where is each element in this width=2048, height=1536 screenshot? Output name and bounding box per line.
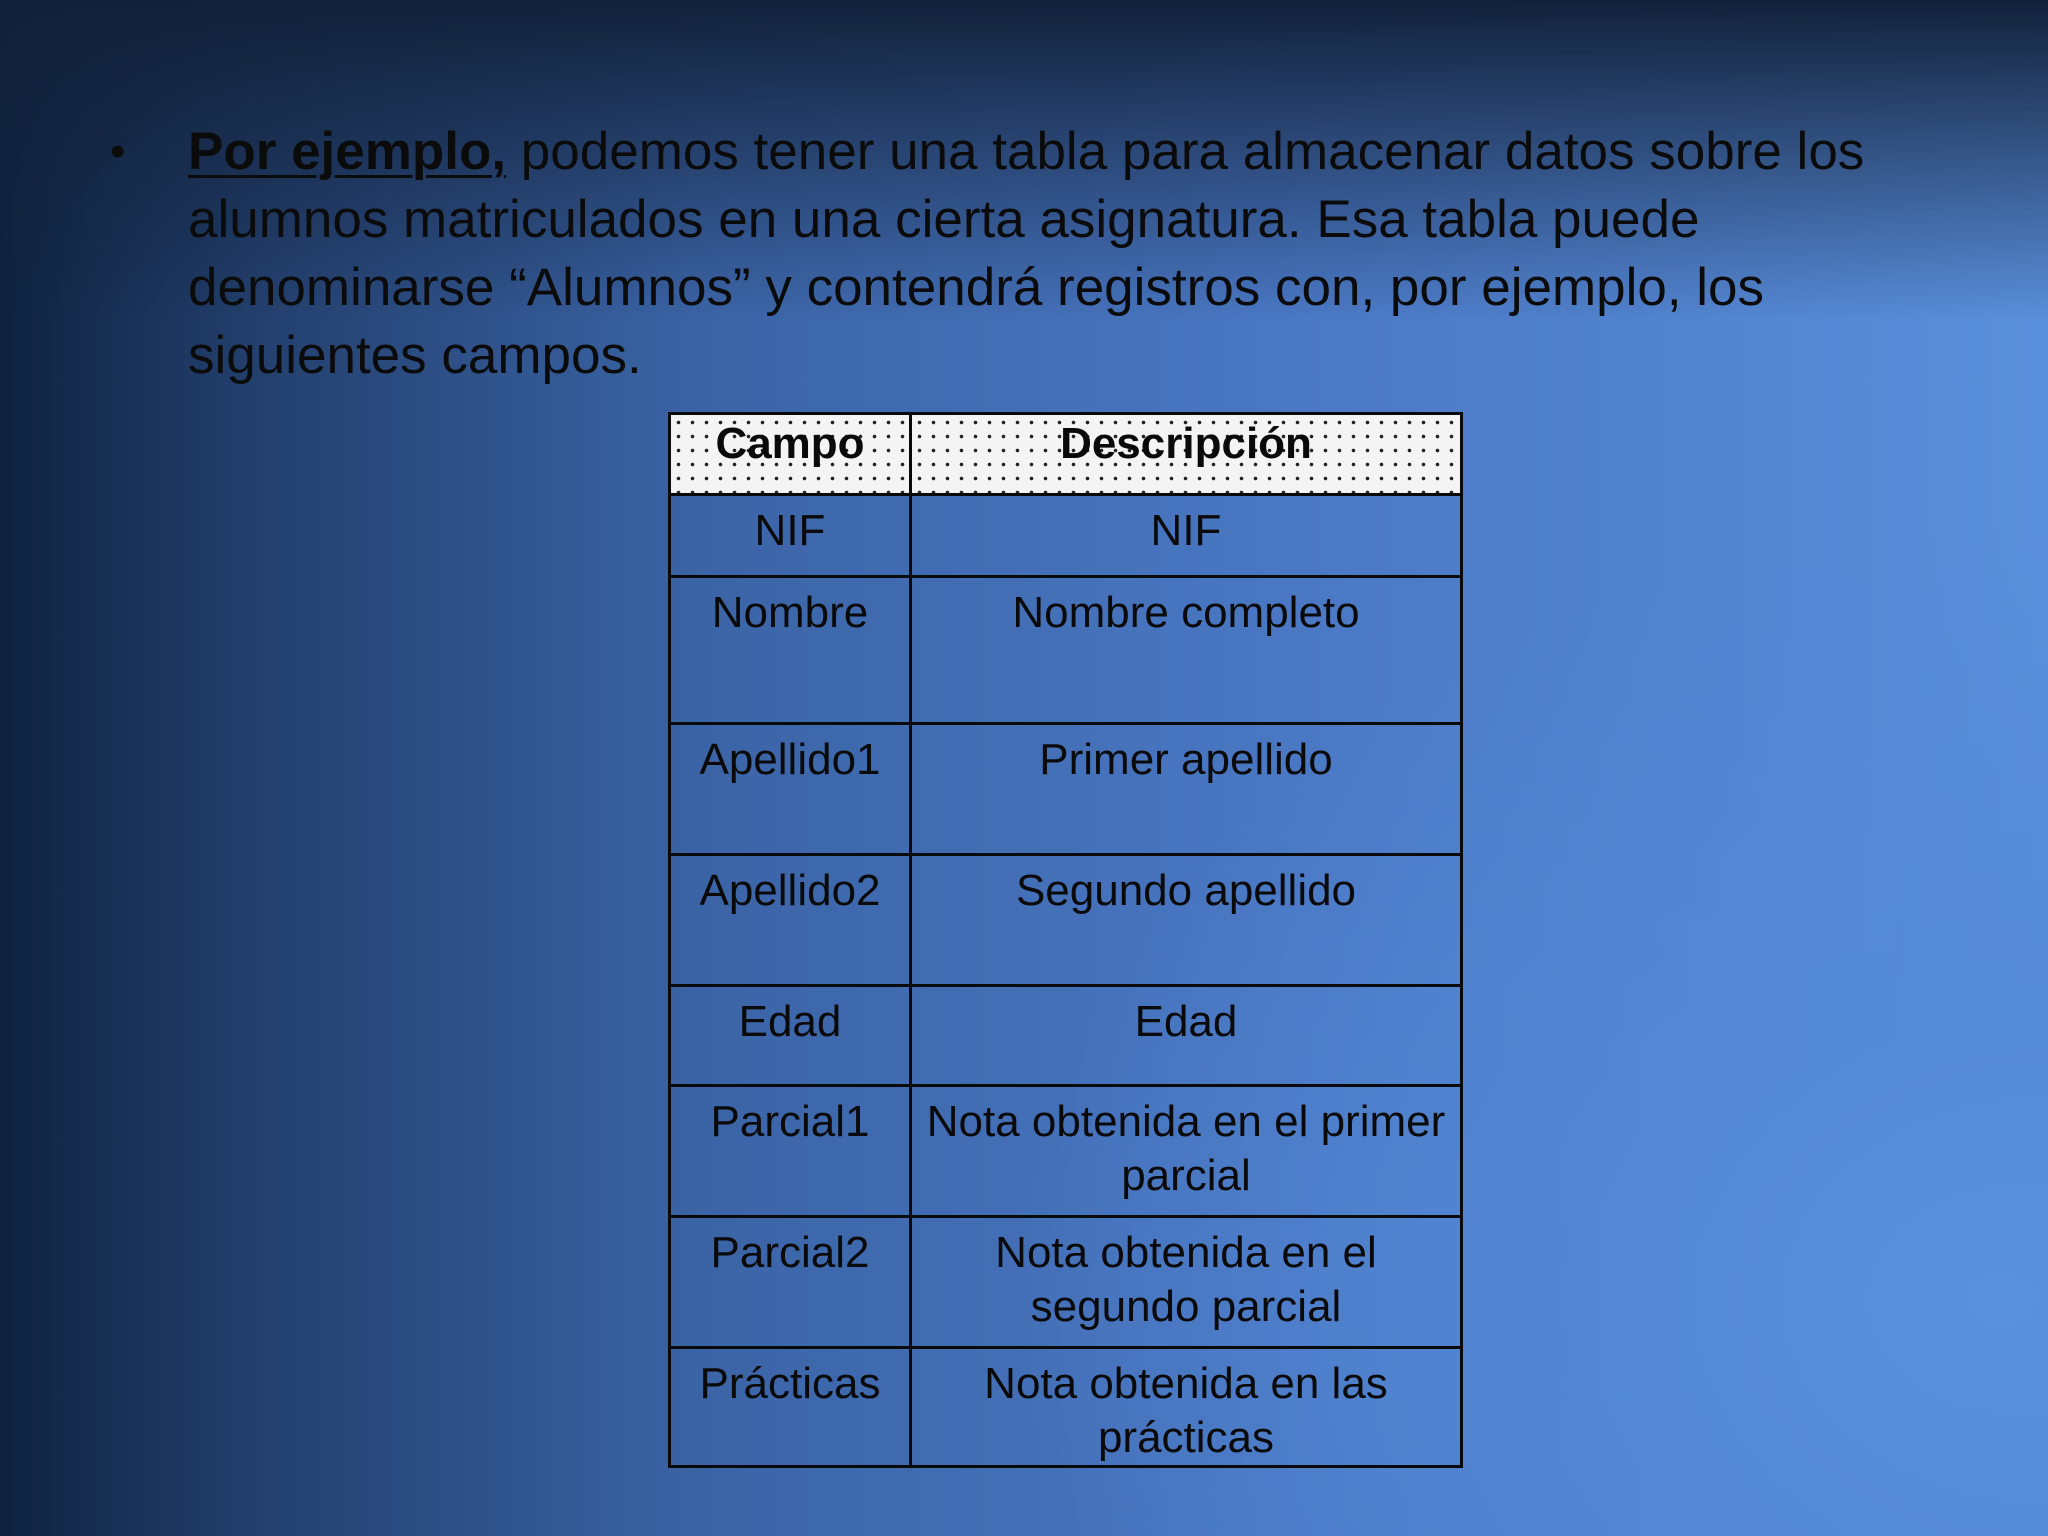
cell-campo: Apellido1	[670, 724, 911, 855]
table-row	[670, 1348, 1462, 1467]
bullet-body-text: podemos tener una tabla para almacenar datos sobre los alumnos matriculados en una cierta asignatura. Esa tabla puede denominarse “Alumnos” y contendrá registros con, por ejemplo, los siguientes campos.	[188, 122, 1865, 385]
table-row	[670, 1086, 1462, 1217]
table-row	[670, 855, 1462, 986]
cell-campo: Parcial2	[670, 1217, 911, 1348]
table-row	[670, 724, 1462, 855]
cell-descripcion: Nota obtenida en las prácticas	[911, 1348, 1462, 1467]
bullet-dot: •	[110, 127, 126, 176]
cell-descripcion: Nota obtenida en el primer parcial	[911, 1086, 1462, 1217]
table-row	[670, 986, 1462, 1086]
cell-descripcion: Primer apellido	[911, 724, 1462, 855]
cell-campo: NIF	[670, 495, 911, 577]
cell-campo: Apellido2	[670, 855, 911, 986]
cell-descripcion: Segundo apellido	[911, 855, 1462, 986]
cell-descripcion: Nombre completo	[911, 577, 1462, 724]
cell-campo: Edad	[670, 986, 911, 1086]
table-header-row	[670, 414, 1462, 495]
header-campo: Campo	[670, 414, 911, 495]
cell-descripcion: NIF	[911, 495, 1462, 577]
cell-campo: Prácticas	[670, 1348, 911, 1467]
bullet-item	[108, 118, 2008, 390]
cell-descripcion: Nota obtenida en el segundo parcial	[911, 1217, 1462, 1348]
bullet-text	[188, 118, 2008, 390]
table-row	[670, 577, 1462, 724]
bullet-lead-text: Por ejemplo,	[188, 122, 507, 181]
table-row	[670, 495, 1462, 577]
header-descripcion: Descripción	[911, 414, 1462, 495]
cell-campo: Parcial1	[670, 1086, 911, 1217]
cell-descripcion: Edad	[911, 986, 1462, 1086]
cell-campo: Nombre	[670, 577, 911, 724]
table-row	[670, 1217, 1462, 1348]
fields-table	[668, 412, 1463, 1468]
